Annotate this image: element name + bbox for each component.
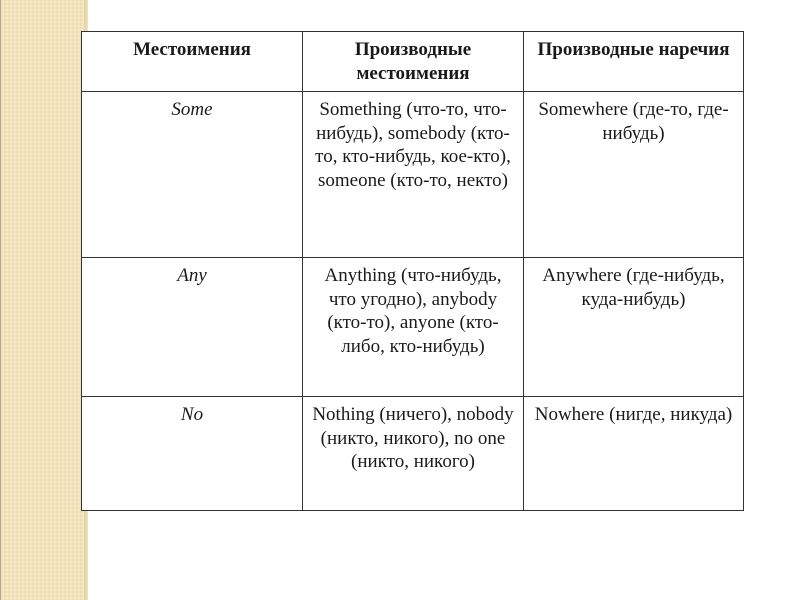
header-pronouns: Местоимения [82, 32, 303, 92]
cell-derived-adverbs: Anywhere (где-нибудь, куда-нибудь) [524, 258, 744, 397]
cell-pronoun: No [82, 397, 303, 511]
cell-pronoun: Some [82, 92, 303, 258]
cell-derived-adverbs: Somewhere (где-то, где-нибудь) [524, 92, 744, 258]
table-row [82, 397, 744, 511]
pronoun-table-container [81, 31, 743, 511]
table-header-row [82, 32, 744, 92]
decorative-side-strip [0, 0, 85, 600]
pronoun-table [81, 31, 744, 511]
table-row [82, 258, 744, 397]
table-row [82, 92, 744, 258]
cell-pronoun: Any [82, 258, 303, 397]
cell-derived-pronouns: Nothing (ничего), nobody (никто, никого), no one (никто, никого) [303, 397, 524, 511]
header-derived-pronouns: Производные местоимения [303, 32, 524, 92]
cell-derived-pronouns: Anything (что-нибудь, что угодно), anybody (кто-то), anyone (кто-либо, кто-нибудь) [303, 258, 524, 397]
header-derived-adverbs: Производные наречия [524, 32, 744, 92]
cell-derived-pronouns: Something (что-то, что-нибудь), somebody (кто-то, кто-нибудь, кое-кто), someone (кто-то, некто) [303, 92, 524, 258]
cell-derived-adverbs: Nowhere (нигде, никуда) [524, 397, 744, 511]
